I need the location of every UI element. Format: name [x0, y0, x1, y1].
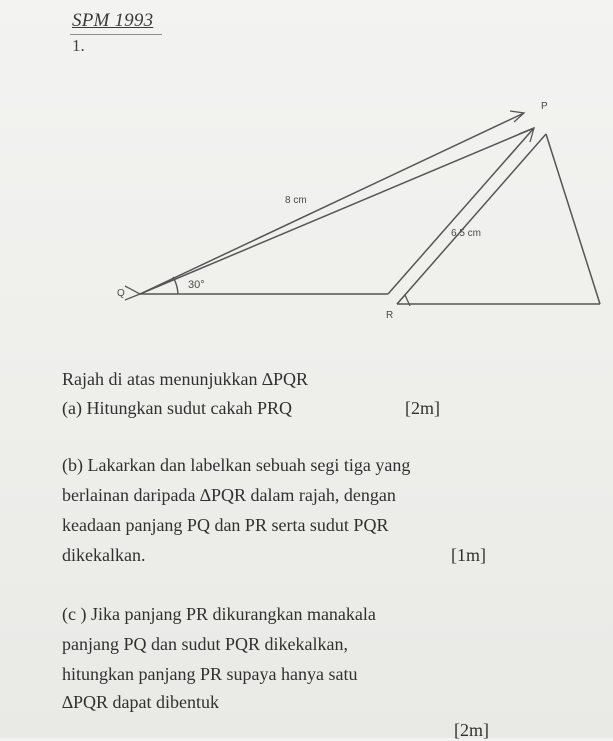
label-p: P — [541, 101, 548, 112]
length-pr: 6.5 cm — [451, 228, 482, 239]
part-c-line-4: ∆PQR dapat dibentuk — [62, 692, 219, 712]
part-b-line-4: dikekalkan. — [62, 545, 146, 565]
part-b-line-2: berlainan daripada ∆PQR dalam rajah, dengan — [62, 485, 396, 505]
side-pr-left — [388, 128, 534, 294]
question-number: 1. — [72, 36, 85, 55]
question-intro: Rajah di atas menunjukkan ∆PQR — [62, 369, 308, 389]
label-r: R — [386, 310, 394, 321]
part-c-line-1: (c ) Jika panjang PR dikurangkan manakala — [62, 604, 376, 624]
part-b-line-3: keadaan panjang PQ dan PR serta sudut PQR — [62, 515, 389, 535]
arrow-q — [125, 286, 140, 300]
triangle-diagram — [0, 80, 613, 330]
side-pr-right — [397, 134, 546, 304]
label-q: Q — [117, 288, 125, 299]
header-rule — [70, 34, 162, 35]
part-b-mark: [1m] — [451, 545, 486, 565]
part-a-mark: [2m] — [405, 398, 440, 418]
side-pq-lower — [140, 128, 534, 294]
side-pq-upper — [140, 113, 524, 294]
part-c-line-3: hitungkan panjang PR supaya hanya satu — [62, 664, 358, 684]
side-right-slope — [546, 134, 600, 304]
part-a-text: (a) Hitungkan sudut cakah PRQ — [62, 398, 292, 418]
length-pq: 8 cm — [285, 195, 307, 206]
part-b-line-1: (b) Lakarkan dan labelkan sebuah segi tiga yang — [62, 455, 411, 475]
angle-q-label: 30° — [188, 279, 205, 291]
source-title: SPM 1993 — [72, 10, 154, 31]
part-c-mark: [2m] — [454, 720, 489, 740]
part-c-line-2: panjang PQ dan sudut PQR dikekalkan, — [62, 634, 348, 654]
